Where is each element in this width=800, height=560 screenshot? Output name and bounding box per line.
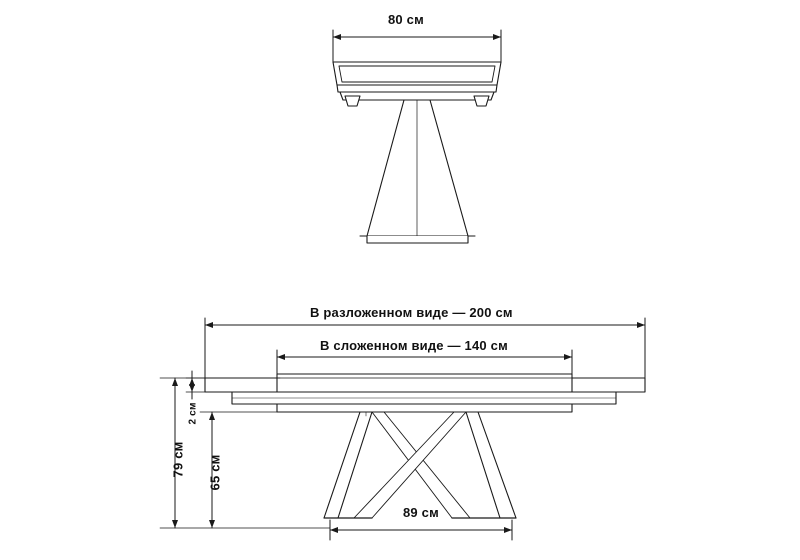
dimension-80cm (333, 30, 501, 62)
label-tabletop-thickness: 2 см (187, 402, 199, 425)
dimension-89cm (330, 520, 512, 540)
top-view-group (333, 30, 501, 243)
label-height-total: 79 см (170, 441, 186, 478)
label-base-width: 89 см (403, 505, 439, 520)
label-length-extended: В разложенном виде — 200 см (310, 305, 513, 320)
label-width-80: 80 см (388, 12, 424, 27)
label-length-folded: В сложенном виде — 140 см (320, 338, 508, 353)
label-height-under: 65 см (207, 454, 223, 491)
